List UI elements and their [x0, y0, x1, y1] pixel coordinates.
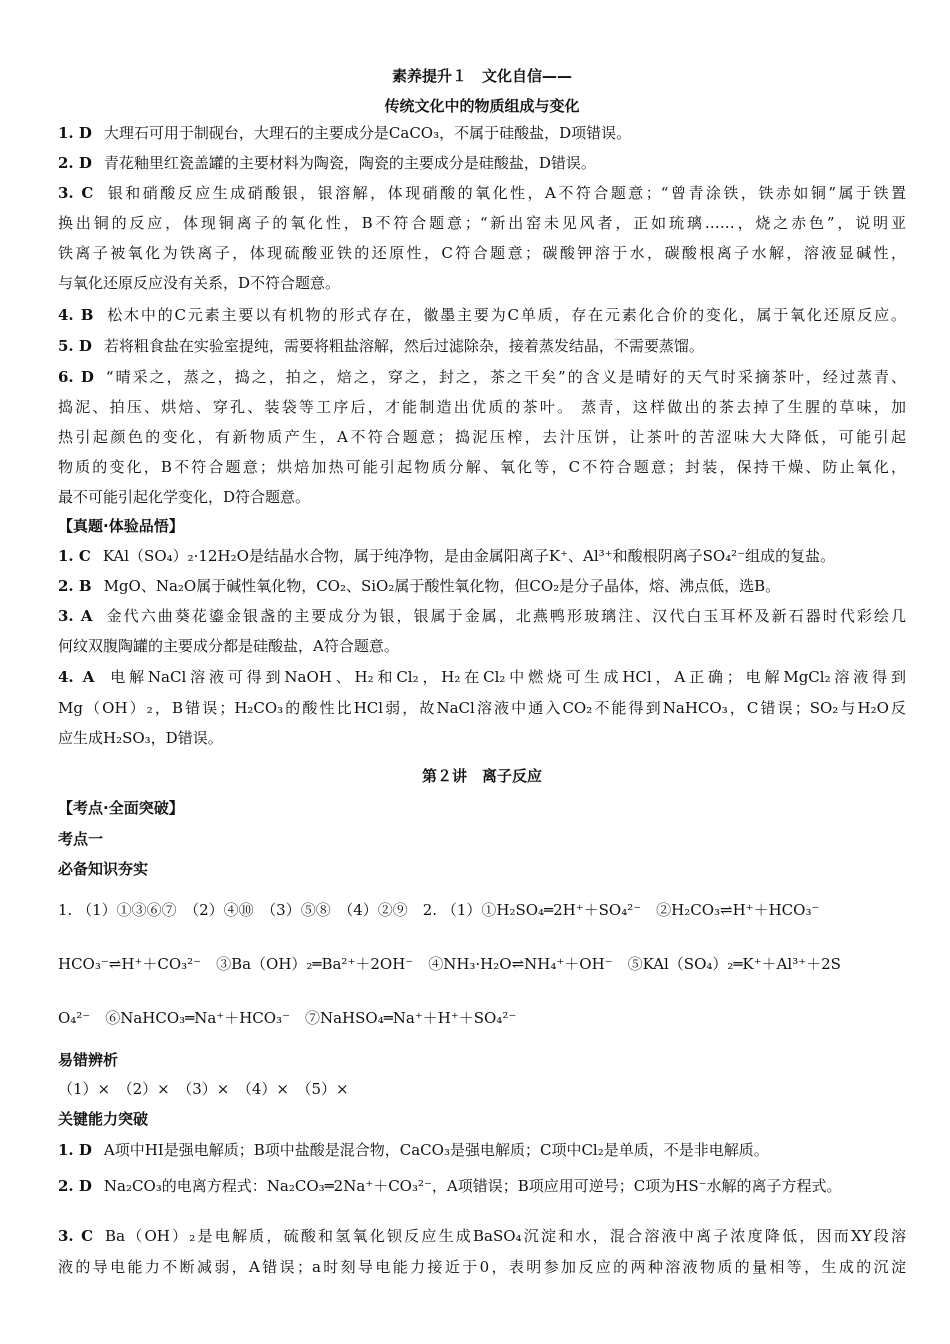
answer-text: 应生成H₂SO₃，D错误。: [58, 729, 223, 747]
answer-text: 与氧化还原反应没有关系，D不符合题意。: [58, 274, 341, 292]
question-number: 4. B: [58, 306, 94, 324]
error-analysis-answers: （1）× （2）× （3）× （4）× （5）×: [58, 1080, 349, 1098]
answer-text: 若将粗食盐在实验室提纯，需要将粗盐溶解，然后过滤除杂，接着蒸发结晶，不需要蒸馏。: [103, 337, 704, 355]
question-number: 3. A: [58, 607, 93, 625]
question-number: 3. C: [58, 1227, 94, 1245]
answer-line: [58, 273, 340, 293]
answer-line: [58, 1140, 769, 1160]
answer-text: 大理石可用于制砚台，大理石的主要成分是CaCO₃，不属于硅酸盐，D项错误。: [103, 124, 632, 142]
answer-text: 青花釉里红瓷盖罐的主要材料为陶瓷，陶瓷的主要成分是硅酸盐，D错误。: [103, 154, 596, 172]
answer-text: 电解NaCl溶液可得到NaOH、H₂和Cl₂，H₂在Cl₂中燃烧可生成HCl，A正确；电解MgCl₂溶液得到: [106, 668, 906, 686]
key-ability-heading: 关键能力突破: [58, 1110, 149, 1128]
answer-text: Na₂CO₃的电离方程式：Na₂CO₃═2Na⁺＋CO₃²⁻，A项错误；B项应用可逆号；C项为HS⁻水解的离子方程式。: [103, 1177, 842, 1195]
key-point-one-label: 考点一: [58, 830, 104, 848]
answer-line: [58, 397, 906, 417]
answer-line: [58, 367, 906, 387]
answer-text: 金代六曲葵花鎏金银盏的主要成分为银，银属于金属，北燕鸭形玻璃注、汉代白玉耳杯及新石器时代彩绘几: [104, 607, 906, 625]
answer-line: [58, 336, 704, 356]
answer-line: [58, 153, 596, 173]
answer-line: [58, 427, 906, 447]
section-heading-real-exam: 【真题·体验品悟】: [58, 517, 184, 535]
answer-line: [58, 1257, 906, 1277]
error-analysis-heading: 易错辨析: [58, 1051, 119, 1069]
question-number: 2. D: [58, 1177, 92, 1195]
essential-knowledge-heading: 必备知识夯实: [58, 860, 149, 878]
answer-line: [58, 305, 906, 325]
answer-line: [58, 576, 780, 596]
answer-line: [58, 546, 835, 566]
answer-line: [58, 243, 906, 263]
answer-text: KAl（SO₄）₂·12H₂O是结晶水合物，属于纯净物，是由金属阳离子K⁺、Al³⁺和酸根阴离子SO₄²⁻组成的复盐。: [102, 547, 836, 565]
question-number: 5. D: [58, 337, 92, 355]
answer-text: 液的导电能力不断减弱，A错误；a时刻导电能力接近于0，表明参加反应的两种溶液物质的量相等，生成的沉淀: [58, 1258, 906, 1276]
answer-text: Ba（OH）₂是电解质，硫酸和氢氧化钡反应生成BaSO₄沉淀和水，混合溶液中离子浓度降低，因而XY段溶: [105, 1227, 906, 1245]
section-title-line2: 传统文化中的物质组成与变化: [384, 97, 580, 115]
question-number: 2. B: [58, 577, 92, 595]
answer-line: [58, 667, 906, 687]
equation-line-1: 1. （1）①③⑥⑦ （2）④⑩ （3）⑤⑧ （4）②⑨ 2. （1）①H₂SO₄═2H⁺＋SO₄²⁻ ②H₂CO₃⇌H⁺＋HCO₃⁻: [58, 901, 820, 919]
question-number: 2. D: [58, 154, 92, 172]
answer-line: [58, 1226, 906, 1246]
question-number: 4. A: [58, 668, 95, 686]
answer-text: 银和硝酸反应生成硝酸银，银溶解，体现硝酸的氧化性，A不符合题意；“曾青涂铁，铁赤如铜”属于铁置: [105, 184, 906, 202]
answer-line: [58, 636, 399, 656]
equation-line-2: HCO₃⁻⇌H⁺＋CO₃²⁻ ③Ba（OH）₂═Ba²⁺＋2OH⁻ ④NH₃·H₂O⇌NH₄⁺＋OH⁻ ⑤KAl（SO₄）₂═K⁺＋Al³⁺＋2S: [58, 955, 841, 973]
answer-line: [58, 213, 906, 233]
answer-text: “晴采之，蒸之，捣之，拍之，焙之，穿之，封之，茶之干矣”的含义是晴好的天气时采摘茶叶，经过蒸青、: [105, 368, 906, 386]
answer-line: [58, 457, 906, 477]
answer-text: 物质的变化，B不符合题意；烘焙加热可能引起物质分解、氧化等，C不符合题意；封装，保持干燥、防止氧化，: [58, 458, 906, 476]
section-heading-key-points: 【考点·全面突破】: [58, 799, 184, 817]
question-number: 1. D: [58, 124, 92, 142]
answer-text: Mg（OH）₂，B错误；H₂CO₃的酸性比HCl弱，故NaCl溶液中通入CO₂不能得到NaHCO₃，C错误；SO₂与H₂O反: [58, 699, 906, 717]
answer-line: [58, 698, 906, 718]
answer-line: [58, 1176, 842, 1196]
answer-text: 热引起颜色的变化，有新物质产生，A不符合题意；捣泥压榨，去汁压饼，让茶叶的苦涩味大大降低，可能引起: [58, 428, 906, 446]
answer-text: 换出铜的反应，体现铜离子的氧化性，B不符合题意；“新出窑未见风者，正如琉璃……，烧之赤色”，说明亚: [58, 214, 906, 232]
answer-text: 松木中的C元素主要以有机物的形式存在，徽墨主要为C单质，存在元素化合价的变化，属于氧化还原反应。: [105, 306, 906, 324]
answer-text: 何纹双腹陶罐的主要成分都是硅酸盐，A符合题意。: [58, 637, 399, 655]
answer-line: [58, 487, 310, 507]
answer-text: 铁离子被氧化为铁离子，体现硫酸亚铁的还原性，C符合题意；碳酸钾溶于水，碳酸根离子水解，溶液显碱性，: [58, 244, 906, 262]
answer-line: [58, 183, 906, 203]
question-number: 6. D: [58, 368, 94, 386]
answer-line: [58, 606, 906, 626]
section-title-line1: 素养提升１ 文化自信——: [391, 67, 572, 85]
question-number: 3. C: [58, 184, 94, 202]
answer-line: [58, 728, 223, 748]
answer-text: 最不可能引起化学变化，D符合题意。: [58, 488, 311, 506]
question-number: 1. C: [58, 547, 91, 565]
answer-text: 捣泥、拍压、烘焙、穿孔、装袋等工序后，才能制造出优质的茶叶。 蒸青，这样做出的茶去掉了生腥的草味，加: [58, 398, 906, 416]
question-number: 1. D: [58, 1141, 92, 1159]
answer-line: [58, 123, 631, 143]
lecture-title: 第２讲 离子反应: [421, 767, 542, 785]
answer-text: A项中HI是强电解质；B项中盐酸是混合物，CaCO₃是强电解质；C项中Cl₂是单质，不是非电解质。: [103, 1141, 769, 1159]
equation-line-3: O₄²⁻ ⑥NaHCO₃═Na⁺＋HCO₃⁻ ⑦NaHSO₄═Na⁺＋H⁺＋SO₄²⁻: [58, 1009, 517, 1027]
answer-text: MgO、Na₂O属于碱性氧化物，CO₂、SiO₂属于酸性氧化物，但CO₂是分子晶体，熔、沸点低，选B。: [103, 577, 781, 595]
